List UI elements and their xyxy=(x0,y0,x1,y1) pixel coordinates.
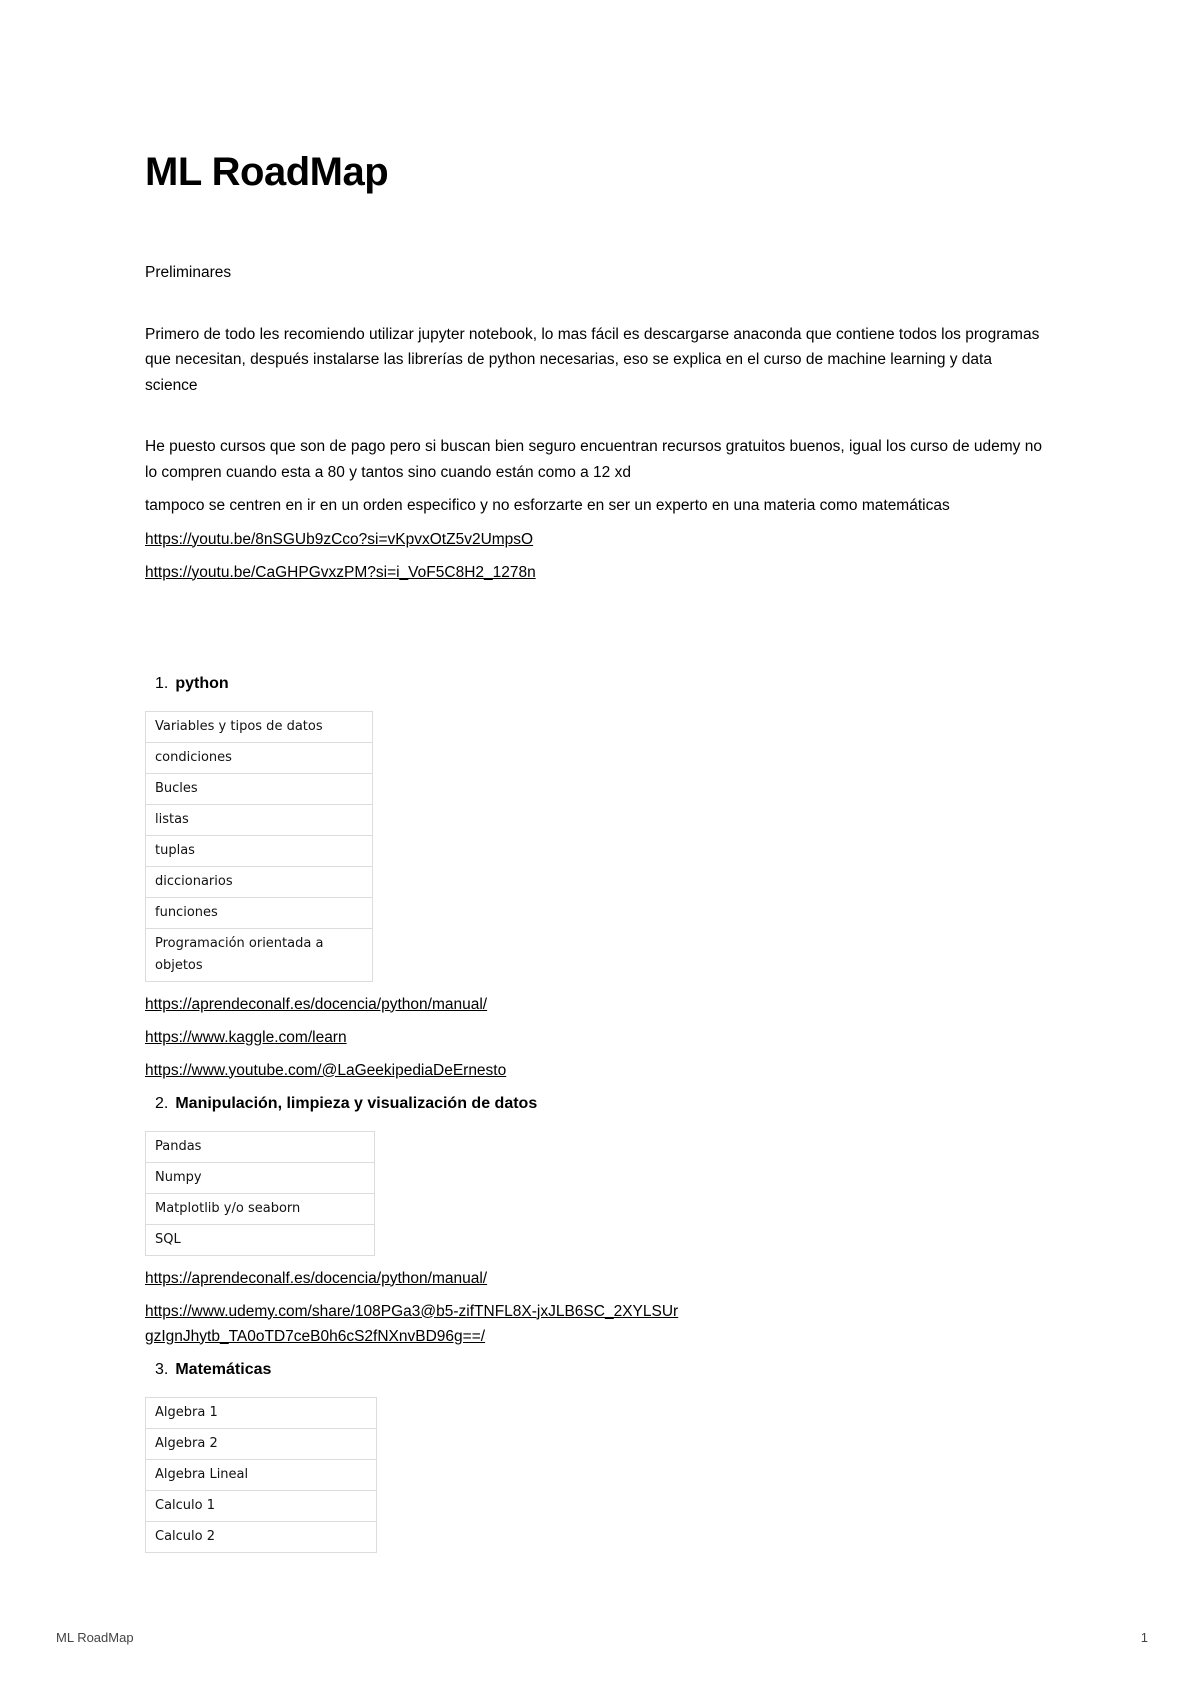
table-row xyxy=(146,1131,375,1162)
table-cell: Pandas xyxy=(146,1131,375,1162)
table-cell: funciones xyxy=(146,897,373,928)
python-topics-table xyxy=(145,711,373,982)
table-row xyxy=(146,1162,375,1193)
table-cell: Variables y tipos de datos xyxy=(146,711,373,742)
table-row xyxy=(146,1224,375,1255)
intro-paragraph-3: tampoco se centren en ir en un orden especifico y no esforzarte en ser un experto en una materia como matemáticas xyxy=(145,497,950,514)
table-row xyxy=(146,1397,377,1428)
table-cell: Calculo 2 xyxy=(146,1521,377,1552)
intro-link-1[interactable]: https://youtu.be/8nSGUb9zCco?si=vKpvxOtZ5v2UmpsO xyxy=(145,530,534,548)
section-heading-python xyxy=(155,673,1045,695)
table-row xyxy=(146,1459,377,1490)
table-row xyxy=(146,897,373,928)
table-row xyxy=(146,711,373,742)
table-row xyxy=(146,866,373,897)
table-cell: Algebra 1 xyxy=(146,1397,377,1428)
table-cell: Algebra 2 xyxy=(146,1428,377,1459)
data-link-1[interactable]: https://aprendeconalf.es/docencia/python/manual/ xyxy=(145,1269,488,1287)
table-cell: Matplotlib y/o seaborn xyxy=(146,1193,375,1224)
footer-title: ML RoadMap xyxy=(56,1630,134,1645)
table-cell: Numpy xyxy=(146,1162,375,1193)
page-title: ML RoadMap xyxy=(145,150,389,194)
python-link-2[interactable]: https://www.kaggle.com/learn xyxy=(145,1028,347,1046)
footer-page-number: 1 xyxy=(1140,1630,1148,1645)
table-cell: SQL xyxy=(146,1224,375,1255)
table-row xyxy=(146,1193,375,1224)
table-cell: Bucles xyxy=(146,773,373,804)
subtitle-preliminares: Preliminares xyxy=(145,264,232,281)
math-topics-table xyxy=(145,1397,377,1553)
section-title: Manipulación, limpieza y visualización de datos xyxy=(175,1094,538,1112)
section-heading-math xyxy=(155,1359,1045,1381)
table-cell: diccionarios xyxy=(146,866,373,897)
table-cell: listas xyxy=(146,804,373,835)
section-title: Matemáticas xyxy=(175,1360,272,1378)
table-cell: Algebra Lineal xyxy=(146,1459,377,1490)
python-link-3[interactable]: https://www.youtube.com/@LaGeekipediaDeErnesto xyxy=(145,1061,507,1079)
page-content xyxy=(145,148,1045,1563)
python-link-1[interactable]: https://aprendeconalf.es/docencia/python/manual/ xyxy=(145,995,488,1013)
section-number: 1. xyxy=(155,674,169,692)
table-cell: Calculo 1 xyxy=(146,1490,377,1521)
table-row xyxy=(146,742,373,773)
table-cell: tuplas xyxy=(146,835,373,866)
data-topics-table xyxy=(145,1131,375,1256)
section-heading-data xyxy=(155,1093,1045,1115)
intro-link-2[interactable]: https://youtu.be/CaGHPGvxzPM?si=i_VoF5C8H2_1278n xyxy=(145,563,536,581)
table-row xyxy=(146,835,373,866)
intro-paragraph-1: Primero de todo les recomiendo utilizar jupyter notebook, lo mas fácil es descargarse anaconda que contiene todos los programas que necesitan, después instalarse las librerías de python necesarias, eso se explica en el curso de machine learning y data science xyxy=(145,325,1040,394)
section-number: 3. xyxy=(155,1360,169,1378)
table-row xyxy=(146,928,373,981)
data-link-2[interactable]: https://www.udemy.com/share/108PGa3@b5-zifTNFL8X-jxJLB6SC_2XYLSUrgzIgnJhytb_TA0oTD7ceB0h6cS2fNXnvBD96g==/ xyxy=(145,1302,679,1345)
table-row xyxy=(146,1521,377,1552)
intro-paragraph-2: He puesto cursos que son de pago pero si buscan bien seguro encuentran recursos gratuitos buenos, igual los curso de udemy no lo compren cuando esta a 80 y tantos sino cuando están como a 12 xd xyxy=(145,438,1042,481)
section-number: 2. xyxy=(155,1094,169,1112)
table-cell: condiciones xyxy=(146,742,373,773)
section-title: python xyxy=(175,674,229,692)
table-cell: Programación orientada a objetos xyxy=(146,928,373,981)
table-row xyxy=(146,1428,377,1459)
table-row xyxy=(146,804,373,835)
table-row xyxy=(146,773,373,804)
table-row xyxy=(146,1490,377,1521)
